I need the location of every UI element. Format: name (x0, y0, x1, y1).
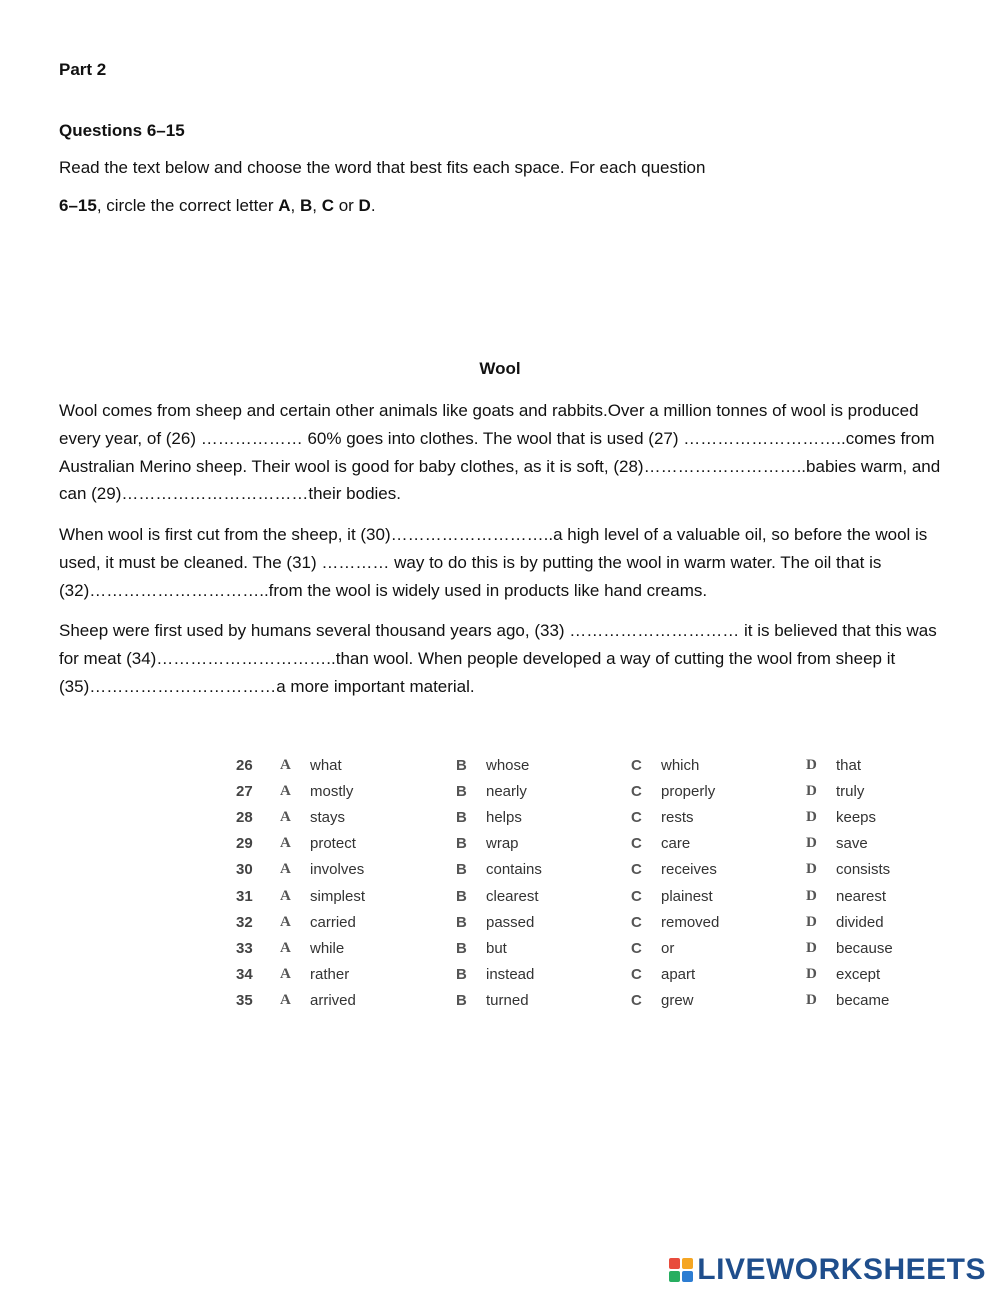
article-paragraph-3: Sheep were first used by humans several thousand years ago, (33) ………………………… it is believed that this was for meat (34)…………………………..than wool. When people developed a way of cutting the wool from sheep it (35)……………………………a more important material. (59, 621, 937, 696)
option-c[interactable]: care (661, 835, 691, 853)
option-letter-b[interactable]: B (456, 808, 467, 826)
option-b[interactable]: clearest (486, 887, 539, 905)
letter-b: B (299, 196, 313, 215)
question-number: 33 (236, 939, 253, 957)
option-a[interactable]: while (310, 939, 345, 957)
option-b[interactable]: nearly (486, 782, 527, 800)
option-row-35 (236, 988, 926, 1014)
option-c[interactable]: apart (661, 966, 696, 984)
option-b[interactable]: instead (486, 966, 535, 984)
question-number: 26 (236, 756, 253, 774)
option-d[interactable]: that (836, 756, 862, 774)
option-letter-a[interactable]: A (280, 992, 291, 1009)
option-letter-a[interactable]: A (280, 939, 291, 956)
question-number: 27 (236, 782, 253, 800)
letter-d: D (358, 196, 371, 215)
option-d[interactable]: nearest (836, 887, 887, 905)
option-letter-a[interactable]: A (280, 861, 291, 878)
option-c[interactable]: grew (661, 992, 694, 1010)
part-heading: Part 2 (59, 60, 107, 79)
option-c[interactable]: plainest (661, 887, 713, 905)
option-letter-d[interactable]: D (806, 756, 817, 773)
option-letter-c[interactable]: C (631, 835, 642, 853)
instruction-end: . (370, 196, 376, 215)
option-row-27 (236, 778, 926, 804)
option-letter-d[interactable]: D (806, 992, 817, 1009)
option-row-26 (236, 752, 926, 778)
option-d[interactable]: keeps (836, 808, 877, 826)
option-d[interactable]: because (836, 939, 893, 957)
option-letter-d[interactable]: D (806, 887, 817, 904)
question-number: 31 (236, 887, 253, 905)
option-letter-a[interactable]: A (280, 756, 291, 773)
option-letter-c[interactable]: C (631, 782, 642, 800)
question-range: 6–15 (59, 196, 97, 215)
option-c[interactable]: receives (661, 861, 717, 879)
question-number: 34 (236, 966, 253, 984)
option-row-28 (236, 804, 926, 830)
option-b[interactable]: whose (486, 756, 530, 774)
question-number: 29 (236, 835, 253, 853)
option-letter-a[interactable]: A (280, 966, 291, 983)
option-c[interactable]: or (661, 939, 675, 957)
option-letter-b[interactable]: B (456, 756, 467, 774)
option-row-32 (236, 909, 926, 935)
article-paragraph-2: When wool is first cut from the sheep, it (30)………………………..a high level of a valuable oil, so before the wool is used, it must be cleaned. The (31) ………… way to do this is by putting the wool in warm water. The oil that is (32)…………………………..from the wool is widely used in products like hand creams. (59, 525, 928, 600)
option-a[interactable]: stays (310, 808, 346, 826)
option-letter-d[interactable]: D (806, 835, 817, 852)
option-row-33 (236, 935, 926, 961)
option-letter-a[interactable]: A (280, 782, 291, 799)
option-a[interactable]: protect (310, 835, 356, 853)
letter-a: A (278, 196, 291, 215)
question-number: 32 (236, 913, 253, 931)
option-letter-b[interactable]: B (456, 913, 467, 931)
option-letter-b[interactable]: B (456, 939, 467, 957)
option-b[interactable]: contains (486, 861, 542, 879)
questions-heading: Questions 6–15 (59, 121, 185, 140)
option-letter-d[interactable]: D (806, 966, 817, 983)
option-letter-c[interactable]: C (631, 756, 642, 774)
option-letter-a[interactable]: A (280, 887, 291, 904)
logo-mark-icon (669, 1258, 693, 1282)
option-c[interactable]: rests (661, 808, 694, 826)
option-d[interactable]: save (836, 835, 868, 853)
option-a[interactable]: simplest (310, 887, 366, 905)
option-a[interactable]: carried (310, 913, 356, 931)
option-letter-c[interactable]: C (631, 808, 642, 826)
option-letter-a[interactable]: A (280, 835, 291, 852)
option-letter-b[interactable]: B (456, 782, 467, 800)
option-b[interactable]: helps (486, 808, 522, 826)
option-d[interactable]: divided (836, 913, 884, 931)
option-letter-c[interactable]: C (631, 887, 642, 905)
question-number: 30 (236, 861, 253, 879)
option-letter-a[interactable]: A (280, 808, 291, 825)
option-letter-d[interactable]: D (806, 861, 817, 878)
option-row-34 (236, 962, 926, 988)
article-paragraph-1: Wool comes from sheep and certain other animals like goats and rabbits.Over a million tonnes of wool is produced every year, of (26) ……………… 60% goes into clothes. The wool that is used (27) ………………………..comes from Australian Merino sheep. Their wool is good for baby clothes, as it is soft, (28)………………………..babies warm, and can (29)……………………………their bodies. (59, 401, 941, 504)
separator-2: , (312, 196, 322, 215)
option-c[interactable]: removed (661, 913, 720, 931)
separator-3: or (333, 196, 359, 215)
question-number: 35 (236, 992, 253, 1010)
option-letter-b[interactable]: B (456, 966, 467, 984)
option-c[interactable]: which (661, 756, 700, 774)
option-d[interactable]: except (836, 966, 881, 984)
options-table (236, 752, 926, 1014)
option-letter-a[interactable]: A (280, 913, 291, 930)
liveworksheets-logo (669, 1253, 986, 1287)
article-title: Wool (479, 359, 521, 378)
option-b[interactable]: passed (486, 913, 535, 931)
letter-c: C (321, 196, 334, 215)
instruction-text: , circle the correct letter (96, 196, 279, 215)
option-letter-c[interactable]: C (631, 913, 642, 931)
option-a[interactable]: mostly (310, 782, 354, 800)
logo-text: LIVEWORKSHEETS (697, 1253, 986, 1286)
option-a[interactable]: arrived (310, 992, 356, 1010)
question-number: 28 (236, 808, 253, 826)
option-row-31 (236, 883, 926, 909)
option-letter-c[interactable]: C (631, 966, 642, 984)
option-letter-b[interactable]: B (456, 861, 467, 879)
option-letter-c[interactable]: C (631, 992, 642, 1010)
option-b[interactable]: wrap (486, 835, 519, 853)
option-b[interactable]: turned (486, 992, 529, 1010)
option-a[interactable]: what (310, 756, 342, 774)
option-letter-d[interactable]: D (806, 782, 817, 799)
instruction-line-1: Read the text below and choose the word that best fits each space. For each question (59, 158, 706, 177)
option-c[interactable]: properly (661, 782, 716, 800)
separator-1: , (290, 196, 300, 215)
option-letter-c[interactable]: C (631, 861, 642, 879)
option-letter-b[interactable]: B (456, 992, 467, 1010)
option-d[interactable]: consists (836, 861, 891, 879)
option-letter-b[interactable]: B (456, 835, 467, 853)
option-row-30 (236, 857, 926, 883)
option-b[interactable]: but (486, 939, 507, 957)
option-d[interactable]: truly (836, 782, 865, 800)
options-body (236, 752, 926, 1014)
option-row-29 (236, 831, 926, 857)
option-d[interactable]: became (836, 992, 890, 1010)
instruction-line-2 (59, 195, 376, 217)
option-a[interactable]: rather (310, 966, 350, 984)
option-a[interactable]: involves (310, 861, 365, 879)
option-letter-d[interactable]: D (806, 939, 817, 956)
option-letter-c[interactable]: C (631, 939, 642, 957)
option-letter-b[interactable]: B (456, 887, 467, 905)
option-letter-d[interactable]: D (806, 913, 817, 930)
option-letter-d[interactable]: D (806, 808, 817, 825)
